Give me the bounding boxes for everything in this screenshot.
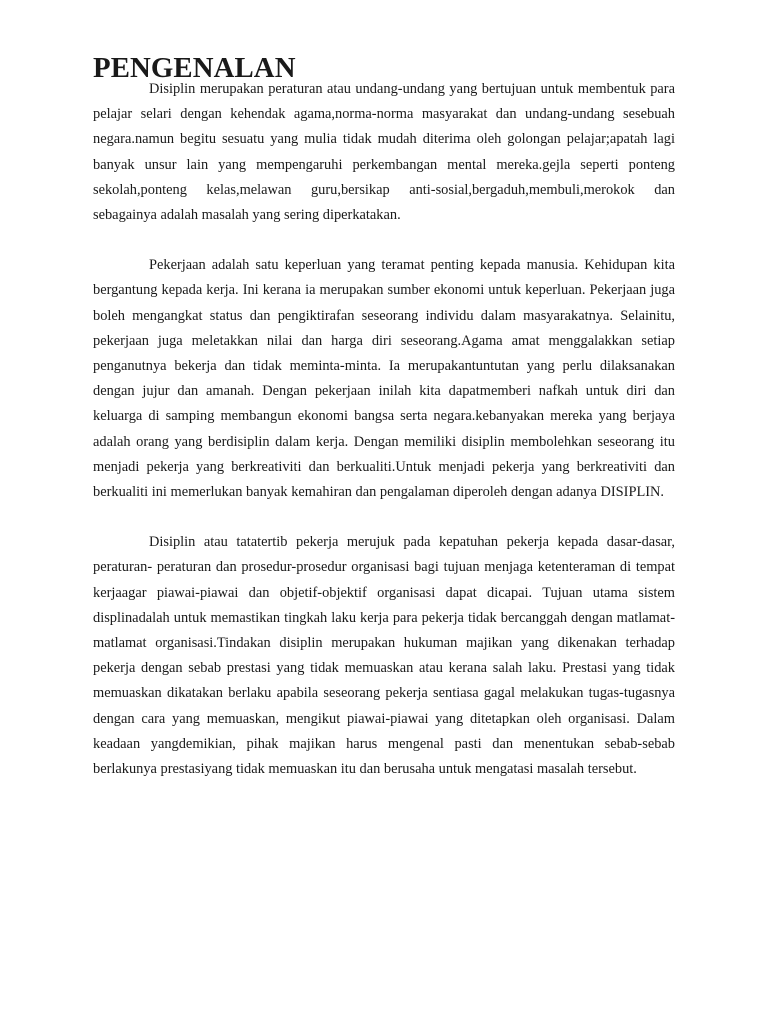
paragraph-discipline-definition: Disiplin merupakan peraturan atau undang-undang yang bertujuan untuk membentuk para pelajar selari dengan kehendak agama,norma-norma masyarakat dan undang-undang sesebuah negara.namun begitu sesuatu yang mulia tidak mudah diterima oleh golongan pelajar;apatah lagi banyak unsur lain yang mempengaruhi perkembangan mental mereka.gejla seperti ponteng sekolah,ponteng kelas,melawan guru,bersikap anti-sosial,bergaduh,membuli,merokok dan sebagainya adalah masalah yang sering diperkatakan.	[93, 81, 675, 224]
paragraph-work-importance: Pekerjaan adalah satu keperluan yang teramat penting kepada manusia. Kehidupan kita bergantung kepada kerja. Ini kerana ia merupakan sumber ekonomi untuk keperluan. Pekerjaan juga boleh mengangkat status dan pengiktirafan seseorang individu dalam masyarakatnya. Selainitu, pekerjaan juga meletakkan nilai dan harga diri seseorang.Agama amat menggalakkan setiap penganutnya bekerja dan tidak meminta-minta. Ia merupakantuntutan yang perlu dilaksanakan dengan jujur dan amanah. Dengan pekerjaan inilah kita dapatmemberi nafkah untuk diri dan keluarga di samping membangun ekonomi bangsa serta negara.kebanyakan mereka yang berjaya adalah orang yang berdisiplin dalam kerja. Dengan memiliki disiplin membolehkan seseorang itu menjadi pekerja yang berkreativiti dan berkualiti.Untuk menjadi pekerja yang berkreativiti dan berkualiti ini memerlukan banyak kemahiran dan pengalaman diperoleh dengan adanya DISIPLIN.	[93, 257, 675, 501]
paragraph-work-discipline: Disiplin atau tatatertib pekerja merujuk pada kepatuhan pekerja kepada dasar-dasar, peraturan- peraturan dan prosedur-prosedur organisasi bagi tujuan menjaga ketenteraman di tempat kerjaagar piawai-piawai dan objetif-objektif organisasi dapat dicapai. Tujuan utama sistem displinadalah untuk memastikan tingkah laku kerja para pekerja tidak bercanggah dengan matlamat-matlamat organisasi.Tindakan disiplin merupakan hukuman majikan yang dikenakan terhadap pekerja dengan sebab prestasi yang tidak memuaskan atau kerana salah laku. Prestasi yang tidak memuaskan dikatakan berlaku apabila seseorang pekerja sentiasa gagal melakukan tugas-tugasnya dengan cara yang memuaskan, mengikut piawai-piawai yang ditetapkan oleh organisasi. Dalam keadaan yangdemikian, pihak majikan harus mengenal pasti dan menentukan sebab-sebab berlakunya prestasiyang tidak memuaskan itu dan berusaha untuk mengatasi masalah tersebut.	[93, 534, 675, 778]
document-body	[93, 52, 675, 782]
section-heading: PENGENALAN	[93, 52, 296, 84]
